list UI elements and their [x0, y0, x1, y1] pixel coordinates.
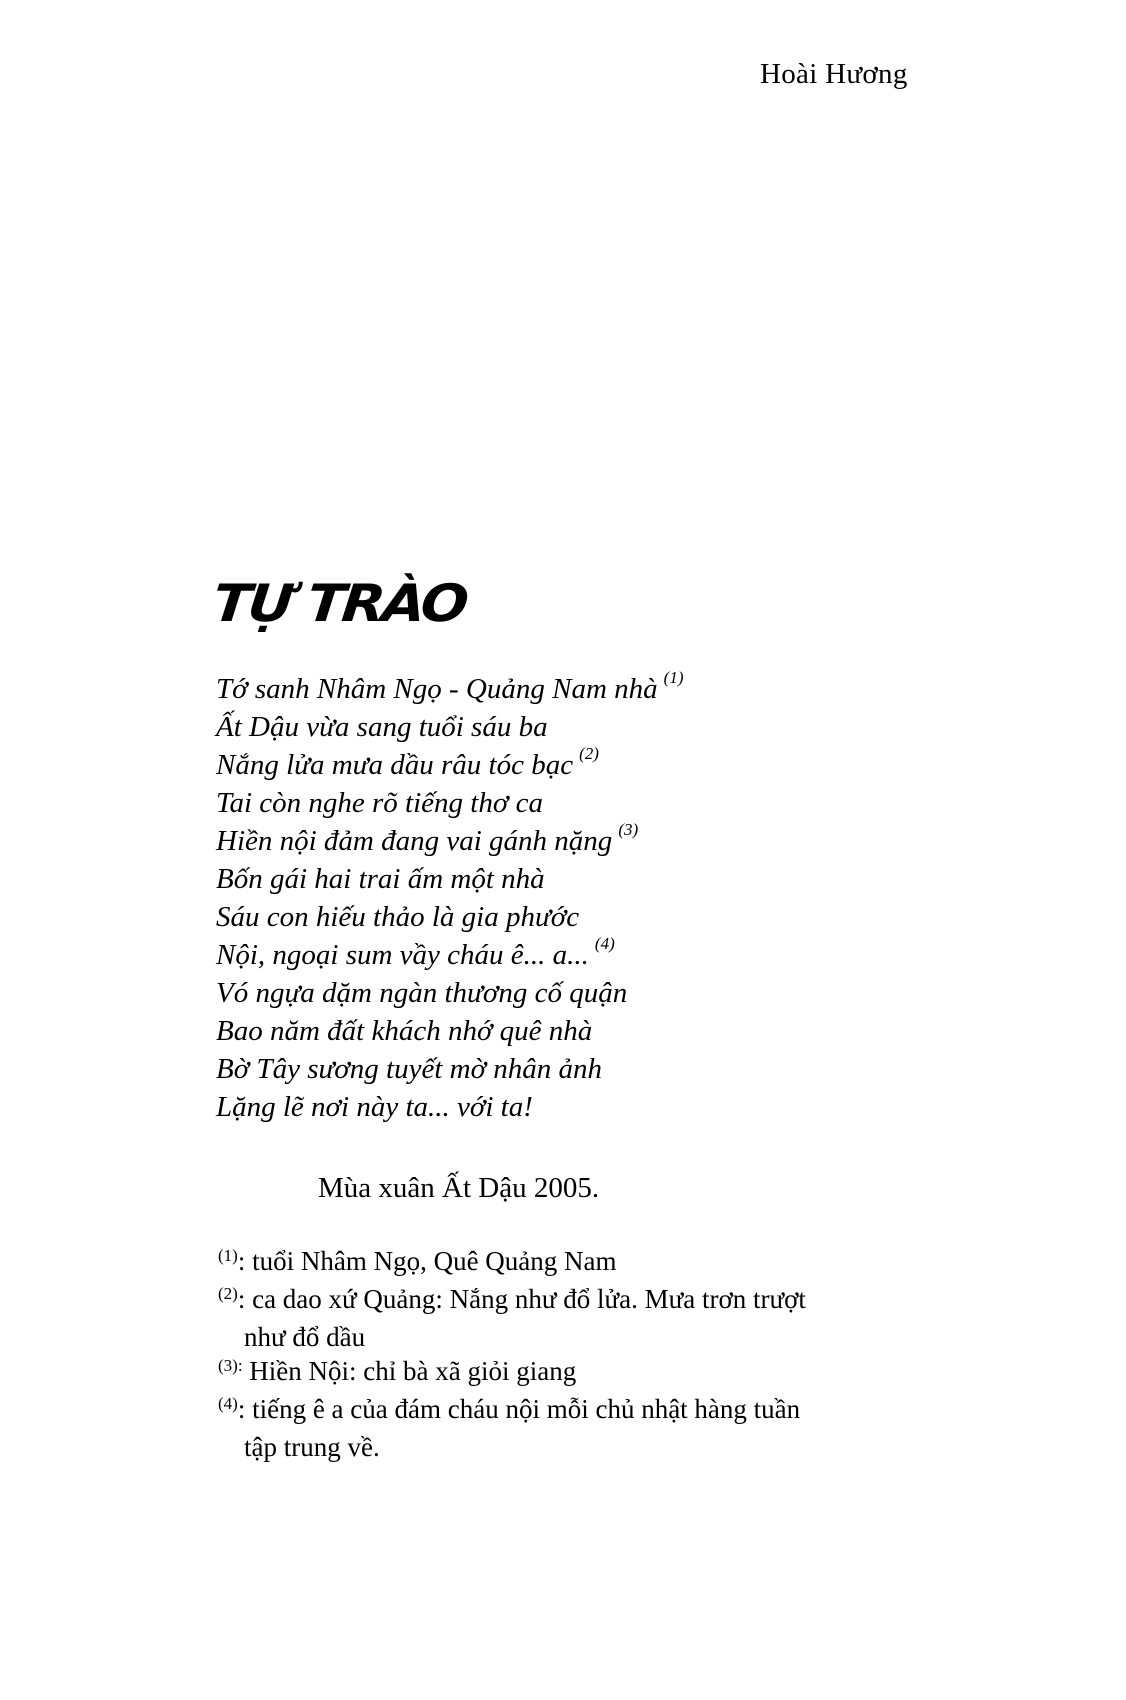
- footnote-item: [218, 1354, 898, 1392]
- poem-line: [216, 1012, 683, 1050]
- poem-line: [216, 936, 683, 974]
- footnote-text: Hiền Nội: chỉ bà xã giỏi giang: [242, 1356, 577, 1386]
- poem-line: [216, 784, 683, 822]
- footnote-ref: (4): [594, 934, 615, 954]
- footnote-text: : tuổi Nhâm Ngọ, Quê Quảng Nam: [237, 1246, 617, 1276]
- footnote-continuation: như đổ dầu: [244, 1322, 366, 1352]
- footnote-item: [218, 1282, 898, 1354]
- footnote-item: [218, 1244, 898, 1282]
- poem-line: [216, 708, 683, 746]
- poem-line-text: Nắng lửa mưa dầu râu tóc bạc: [216, 749, 574, 781]
- footnote-marker: (4): [218, 1394, 238, 1413]
- poem-body: [216, 670, 683, 1126]
- poem-line-text: Sáu con hiếu thảo là gia phước: [216, 901, 580, 933]
- footnote-text: : tiếng ê a của đám cháu nội mỗi chủ nhật hàng tuần: [237, 1394, 801, 1424]
- footnote-ref: (2): [579, 744, 599, 764]
- footnotes: [218, 1244, 898, 1464]
- footnote-continuation: tập trung về.: [244, 1432, 380, 1462]
- poem-line-text: Ất Dậu vừa sang tuổi sáu ba: [216, 711, 548, 743]
- poem-line: [216, 1050, 683, 1088]
- poem-line: [216, 822, 683, 860]
- poem-line: [216, 670, 683, 708]
- poem-line: [216, 898, 683, 936]
- footnote-ref: (3): [618, 820, 639, 840]
- poem-line-text: Bốn gái hai trai ấm một nhà: [216, 863, 545, 895]
- footnote-marker: (1): [218, 1246, 238, 1265]
- poem-line-text: Lặng lẽ nơi này ta... với ta!: [216, 1091, 533, 1123]
- dateline: Mùa xuân Ất Dậu 2005.: [318, 1172, 600, 1204]
- poem-line-text: Bờ Tây sương tuyết mờ nhân ảnh: [216, 1053, 603, 1085]
- poem-line-text: Nội, ngoại sum vầy cháu ê... a...: [216, 939, 589, 971]
- poem-line-text: Tớ sanh Nhâm Ngọ - Quảng Nam nhà: [216, 673, 658, 705]
- footnote-marker: (3):: [218, 1356, 243, 1375]
- poem-line-text: Tai còn nghe rõ tiếng thơ ca: [216, 787, 543, 819]
- poem-line-text: Vó ngựa dặm ngàn thương cố quận: [216, 977, 628, 1009]
- footnote-marker: (2): [218, 1284, 238, 1303]
- footnote-ref: (1): [663, 668, 684, 688]
- poem-line: [216, 974, 683, 1012]
- poem-line-text: Bao năm đất khách nhớ quê nhà: [216, 1015, 593, 1047]
- footnote-text: : ca dao xứ Quảng: Nắng như đổ lửa. Mưa trơn trượt: [237, 1284, 806, 1314]
- footnote-item: [218, 1392, 898, 1464]
- poem-line: [216, 860, 683, 898]
- poem-line: [216, 746, 683, 784]
- poem-line-text: Hiền nội đảm đang vai gánh nặng: [216, 825, 613, 857]
- page-header-author: Hoài Hương: [760, 58, 908, 90]
- poem-line: [216, 1088, 683, 1126]
- poem-title: TỰ TRÀO: [209, 574, 469, 634]
